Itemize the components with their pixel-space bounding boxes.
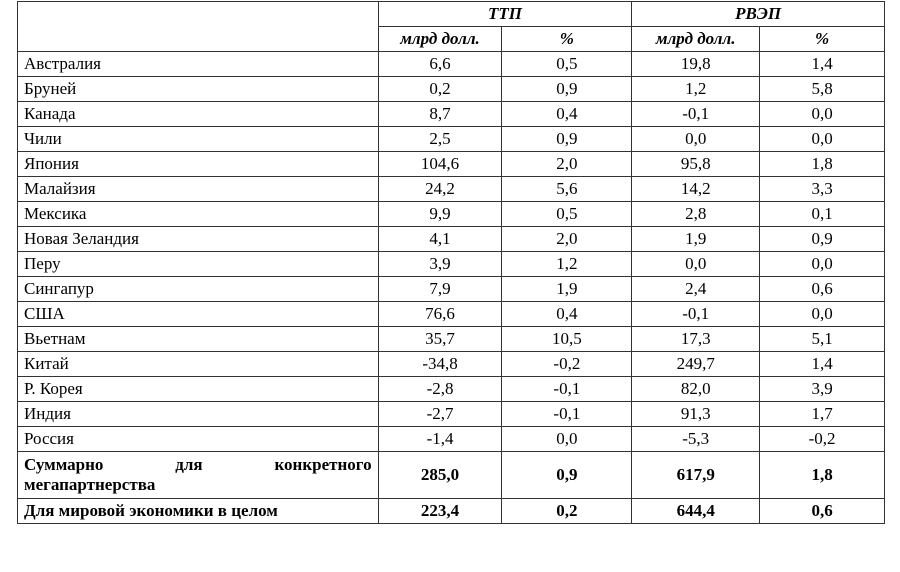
header-unit: млрд долл. [378, 27, 502, 52]
table-row [18, 277, 885, 302]
row-value: -0,2 [760, 427, 885, 452]
row-value: 0,6 [760, 277, 885, 302]
row-value: 1,8 [760, 152, 885, 177]
row-value: 3,9 [760, 377, 885, 402]
row-value: 0,2 [502, 499, 632, 524]
row-value: 0,9 [502, 127, 632, 152]
table-row [18, 227, 885, 252]
row-value: 285,0 [378, 452, 502, 499]
row-label: Суммарно для конкретного мегапартнерства [18, 452, 379, 499]
table-row [18, 377, 885, 402]
table-row [18, 352, 885, 377]
row-value: 76,6 [378, 302, 502, 327]
row-label: Перу [18, 252, 379, 277]
row-label: Чили [18, 127, 379, 152]
row-value: 1,4 [760, 52, 885, 77]
table-row [18, 102, 885, 127]
row-value: 0,0 [502, 427, 632, 452]
row-value: 9,9 [378, 202, 502, 227]
row-label: Россия [18, 427, 379, 452]
row-label: Австралия [18, 52, 379, 77]
row-value: 24,2 [378, 177, 502, 202]
row-value: 4,1 [378, 227, 502, 252]
row-value: 1,2 [502, 252, 632, 277]
row-value: 0,1 [760, 202, 885, 227]
row-value: 2,8 [632, 202, 760, 227]
table-row [18, 427, 885, 452]
row-value: 0,0 [632, 127, 760, 152]
row-label: Мексика [18, 202, 379, 227]
table-row [18, 127, 885, 152]
row-value: 3,9 [378, 252, 502, 277]
row-value: 0,9 [760, 227, 885, 252]
header-group-ttp: ТТП [378, 2, 632, 27]
row-value: 1,8 [760, 452, 885, 499]
row-value: 1,9 [502, 277, 632, 302]
row-value: 7,9 [378, 277, 502, 302]
row-label: Бруней [18, 77, 379, 102]
row-value: 8,7 [378, 102, 502, 127]
table-row [18, 77, 885, 102]
row-value: 104,6 [378, 152, 502, 177]
row-label: Р. Корея [18, 377, 379, 402]
row-label: США [18, 302, 379, 327]
row-value: 0,5 [502, 202, 632, 227]
header-row-groups [18, 2, 885, 27]
row-value: 644,4 [632, 499, 760, 524]
row-value: 0,9 [502, 452, 632, 499]
row-value: 0,4 [502, 302, 632, 327]
table-row [18, 202, 885, 227]
row-value: 2,0 [502, 227, 632, 252]
row-value: 249,7 [632, 352, 760, 377]
row-value: 5,8 [760, 77, 885, 102]
header-empty-cell [18, 2, 379, 52]
row-label: Сингапур [18, 277, 379, 302]
row-value: 0,5 [502, 52, 632, 77]
row-value: -0,1 [632, 102, 760, 127]
row-value: 5,6 [502, 177, 632, 202]
row-value: 0,0 [760, 302, 885, 327]
row-label: Малайзия [18, 177, 379, 202]
total-row [18, 499, 885, 524]
table-row [18, 252, 885, 277]
row-value: 14,2 [632, 177, 760, 202]
row-value: 1,4 [760, 352, 885, 377]
row-value: 0,9 [502, 77, 632, 102]
row-value: 19,8 [632, 52, 760, 77]
row-value: 1,9 [632, 227, 760, 252]
table-row [18, 402, 885, 427]
table-row [18, 302, 885, 327]
row-value: -2,8 [378, 377, 502, 402]
row-value: 0,0 [760, 102, 885, 127]
table-row [18, 152, 885, 177]
row-value: -1,4 [378, 427, 502, 452]
row-value: 0,0 [760, 252, 885, 277]
row-value: -0,1 [502, 402, 632, 427]
row-value: 2,4 [632, 277, 760, 302]
row-value: 35,7 [378, 327, 502, 352]
row-value: 0,2 [378, 77, 502, 102]
row-value: 6,6 [378, 52, 502, 77]
row-value: 223,4 [378, 499, 502, 524]
row-value: 0,6 [760, 499, 885, 524]
table-row [18, 327, 885, 352]
row-value: -5,3 [632, 427, 760, 452]
row-value: 5,1 [760, 327, 885, 352]
row-value: 3,3 [760, 177, 885, 202]
row-label: Новая Зеландия [18, 227, 379, 252]
row-value: 95,8 [632, 152, 760, 177]
economic-effects-table [17, 1, 885, 524]
row-value: -2,7 [378, 402, 502, 427]
row-value: 82,0 [632, 377, 760, 402]
row-value: 0,0 [760, 127, 885, 152]
row-value: 617,9 [632, 452, 760, 499]
row-value: 0,4 [502, 102, 632, 127]
header-unit: % [502, 27, 632, 52]
row-value: -0,2 [502, 352, 632, 377]
row-value: 10,5 [502, 327, 632, 352]
row-label: Канада [18, 102, 379, 127]
row-value: 2,0 [502, 152, 632, 177]
header-group-rcep: РВЭП [632, 2, 885, 27]
row-value: -34,8 [378, 352, 502, 377]
row-value: -0,1 [632, 302, 760, 327]
table-row [18, 52, 885, 77]
row-value: 1,7 [760, 402, 885, 427]
row-label: Китай [18, 352, 379, 377]
row-value: 2,5 [378, 127, 502, 152]
row-value: 0,0 [632, 252, 760, 277]
total-row [18, 452, 885, 499]
row-label: Вьетнам [18, 327, 379, 352]
row-value: 91,3 [632, 402, 760, 427]
header-unit: млрд долл. [632, 27, 760, 52]
row-label: Япония [18, 152, 379, 177]
row-value: 17,3 [632, 327, 760, 352]
table-row [18, 177, 885, 202]
row-label: Индия [18, 402, 379, 427]
row-value: -0,1 [502, 377, 632, 402]
header-unit: % [760, 27, 885, 52]
row-label: Для мировой экономики в целом [18, 499, 379, 524]
row-value: 1,2 [632, 77, 760, 102]
